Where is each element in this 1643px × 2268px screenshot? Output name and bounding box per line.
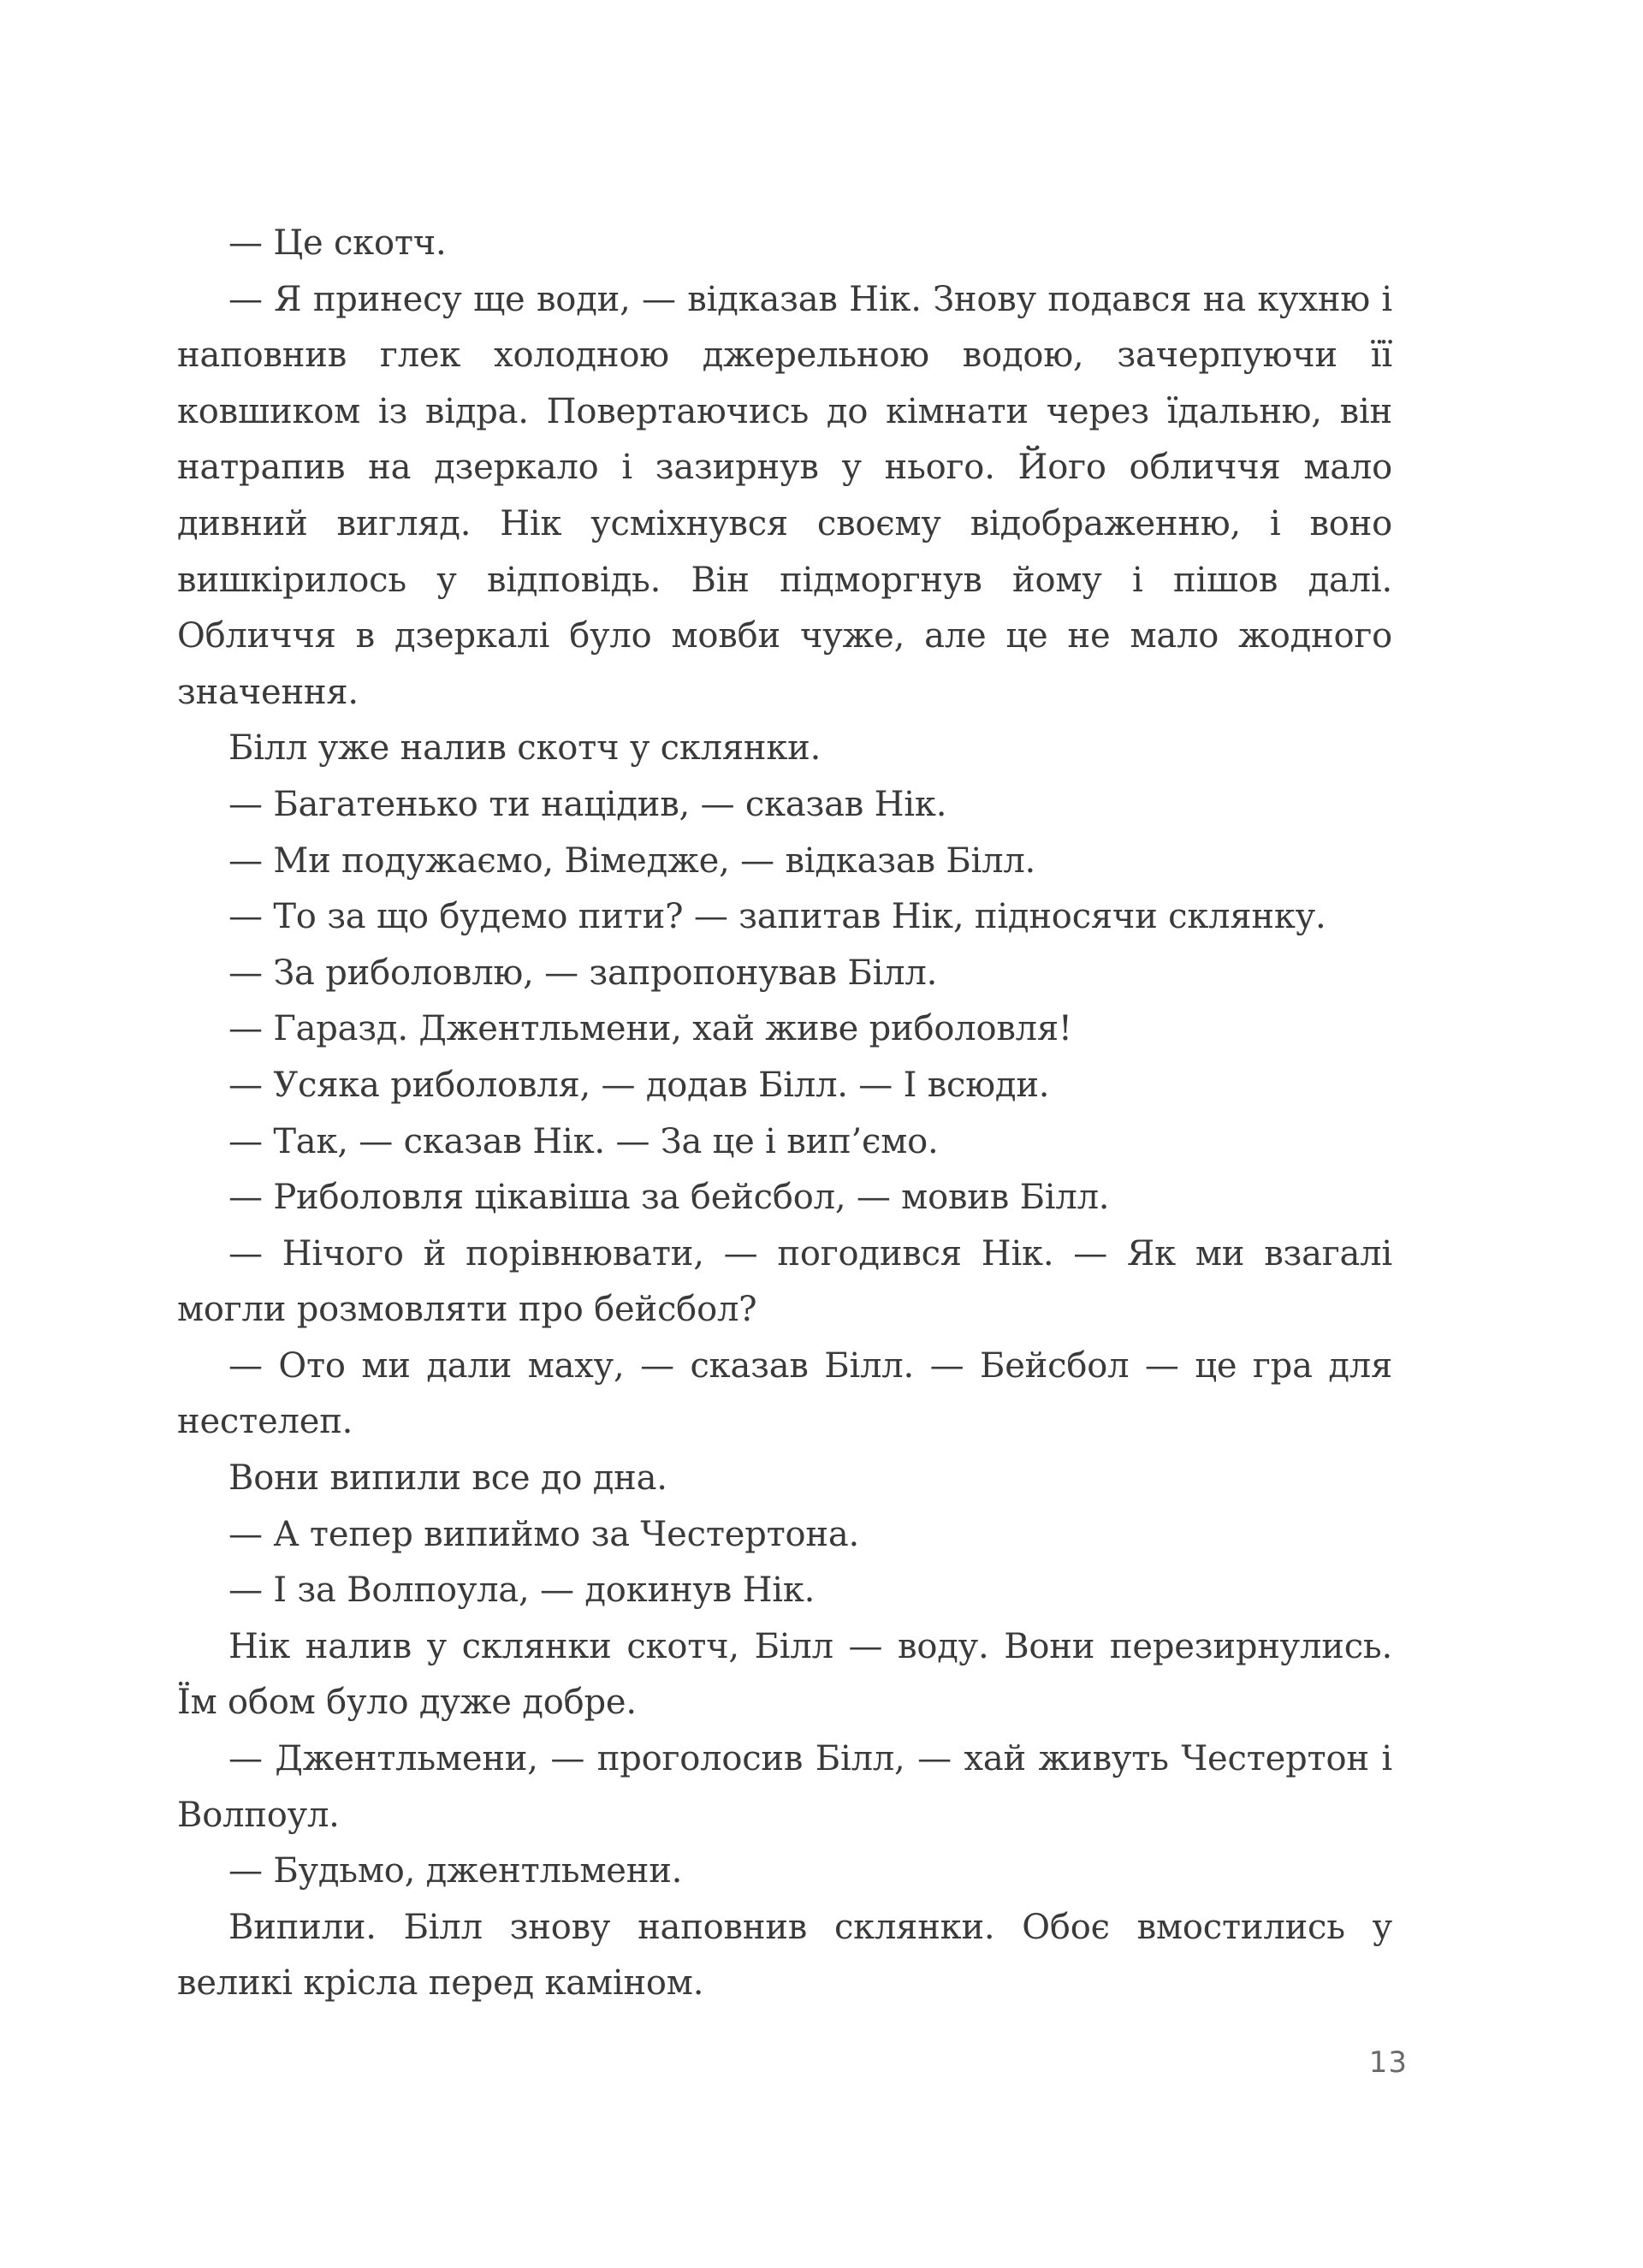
paragraph: — Я принесу ще води, — відказав Нік. Знову подався на кухню і наповнив глек холодною джерельною водою, зачерпуючи її ковшиком із відра. Повертаючись до кімнати через їдальню, він натрапив на дзеркало і зазирнув у нього. Його обличчя мало дивний вигляд. Нік усміхнувся своєму відображенню, і воно вишкірилось у відповідь. Він підморгнув йому і пішов далі. Обличчя в дзеркалі було мовби чуже, але це не мало жодного значення. (177, 279, 1392, 712)
paragraph: — Риболовля цікавіша за бейсбол, — мовив Білл. (228, 1178, 1110, 1218)
paragraph: — Усяка риболовля, — додав Білл. — І всюди. (228, 1065, 1050, 1105)
paragraph: — Так, — сказав Нік. — За це і вип’ємо. (228, 1121, 939, 1161)
body-text (177, 216, 1392, 2012)
paragraph: — За риболовлю, — запропонував Білл. (228, 953, 938, 993)
paragraph: — Ото ми дали маху, — сказав Білл. — Бейсбол — це гра для нестелеп. (177, 1345, 1392, 1442)
page-number: 13 (1368, 2045, 1408, 2080)
paragraph: — Будьмо, джентльмени. (228, 1851, 683, 1891)
paragraph: Вони випили все до дна. (228, 1458, 667, 1499)
paragraph: Нік налив у склянки скотч, Білл — воду. Вони перезирнулись. Їм обом було дуже добре. (177, 1626, 1392, 1723)
paragraph: — І за Волпоула, — докинув Нік. (228, 1570, 816, 1611)
paragraph: Білл уже налив скотч у склянки. (228, 728, 822, 769)
paragraph: — А тепер випиймо за Честертона. (228, 1514, 860, 1554)
paragraph: — Багатенько ти націдив, — сказав Нік. (228, 784, 947, 824)
paragraph: — То за що будемо пити? — запитав Нік, підносячи склянку. (228, 897, 1326, 937)
paragraph: — Ми подужаємо, Вімедже, — відказав Білл. (228, 840, 1036, 881)
paragraph: — Джентльмени, — проголосив Білл, — хай живуть Честертон і Волпоул. (177, 1739, 1392, 1835)
paragraph: — Нічого й порівнювати, — погодився Нік. — Як ми взагалі могли розмовляти про бейсбол? (177, 1233, 1392, 1330)
paragraph: — Це скотч. (228, 223, 447, 263)
paragraph: Випили. Білл знову наповнив склянки. Обоє вмостились у великі крісла перед каміном. (177, 1907, 1392, 2004)
paragraph: — Гаразд. Джентльмени, хай живе риболовля! (228, 1009, 1072, 1049)
